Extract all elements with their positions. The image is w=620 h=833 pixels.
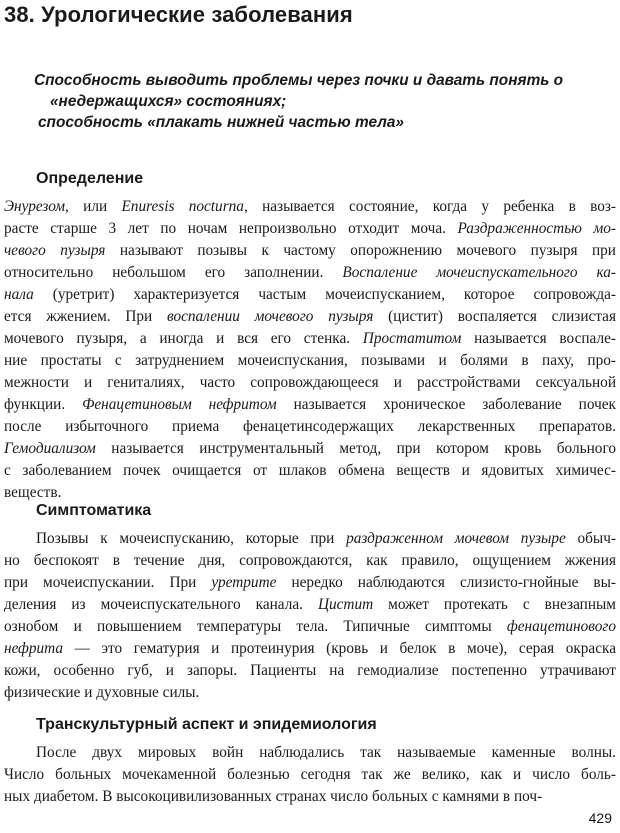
text-run: ознобом и повышением температуры тела. Типичные симптомы bbox=[4, 618, 507, 635]
text-line bbox=[4, 328, 616, 350]
text-run: (цистит) воспаляется слизистая bbox=[373, 308, 616, 325]
text-line bbox=[4, 284, 616, 306]
text-line bbox=[4, 416, 616, 438]
epidemiology-heading: Транскультурный аспект и эпидемиология bbox=[36, 716, 377, 733]
italic-term: раздраженном мочевом пузыре bbox=[346, 530, 566, 547]
text-line bbox=[4, 660, 616, 682]
text-run: нередко наблюдаются слизисто-гнойные вы- bbox=[276, 574, 617, 591]
text-line bbox=[4, 572, 616, 594]
italic-term: чевого пузыря bbox=[4, 242, 106, 259]
text-line bbox=[4, 394, 616, 416]
text-run: ных диабетом. В высокоцивилизованных странах число больных с камнями в поч- bbox=[4, 788, 543, 805]
text-line bbox=[4, 482, 616, 504]
italic-term: Цистит bbox=[317, 596, 374, 613]
text-run: деления из мочеиспускательного канала. bbox=[4, 596, 318, 613]
text-line bbox=[4, 460, 616, 482]
epidemiology-paragraph bbox=[4, 742, 616, 808]
text-run: веществ. bbox=[4, 484, 62, 501]
text-run: физические и духовные силы. bbox=[4, 684, 200, 701]
italic-term: Гемодиализом bbox=[4, 440, 96, 457]
text-run: но беспокоят в течение дня, сопровождаются, как правило, ощущением жжения bbox=[4, 552, 616, 569]
italic-term: фенацетинового bbox=[506, 618, 616, 635]
text-line bbox=[4, 616, 616, 638]
text-line bbox=[4, 594, 616, 616]
text-line bbox=[4, 742, 616, 764]
text-line bbox=[4, 196, 616, 218]
italic-term: Раздраженностью мо- bbox=[457, 220, 617, 237]
text-run: называется хроническое заболевание почек bbox=[276, 396, 616, 413]
italic-term: Простатитом bbox=[362, 330, 462, 347]
text-run: ется жжением. При bbox=[4, 308, 167, 325]
text-line bbox=[4, 262, 616, 284]
definition-paragraph bbox=[4, 196, 616, 504]
text-run: мочевого пузыря, а иногда и вся его стенка. bbox=[4, 330, 363, 347]
text-run: — это гематурия и протеинурия (кровь и белок в моче), серая окраска bbox=[63, 640, 616, 657]
text-run: Позывы к мочеиспусканию, которые при bbox=[36, 530, 347, 547]
text-line bbox=[4, 306, 616, 328]
symptoms-paragraph bbox=[4, 528, 616, 704]
text-run: обыч- bbox=[565, 530, 616, 547]
text-line bbox=[4, 786, 616, 808]
italic-term: уретрите bbox=[211, 574, 277, 591]
text-run: расте старше 3 лет по ночам непроизвольно отходит моча. bbox=[4, 220, 458, 237]
text-line bbox=[4, 218, 616, 240]
text-run: называют позывы к частому опорожнению мочевого пузыря при bbox=[105, 242, 616, 259]
text-run: кожи, особенно губ, и запоры. Пациенты на гемодиализе постепенно утрачивают bbox=[4, 662, 616, 679]
text-line bbox=[4, 638, 616, 660]
text-line bbox=[4, 764, 616, 786]
text-run: называется воспале- bbox=[461, 330, 616, 347]
italic-term: Фенацетиновым нефритом bbox=[82, 396, 277, 413]
epigraph-line: способность «плакать нижней частью тела» bbox=[38, 114, 404, 131]
text-run: ние простаты с затруднением мочеиспускания, позывами и болями в паху, про- bbox=[4, 352, 616, 369]
text-run: , или bbox=[65, 198, 122, 215]
text-line bbox=[4, 438, 616, 460]
text-line bbox=[4, 350, 616, 372]
text-line bbox=[4, 528, 616, 550]
text-run: относительно небольшом его заполнении. bbox=[4, 264, 343, 281]
page-number: 429 bbox=[588, 810, 612, 826]
definition-heading: Определение bbox=[36, 170, 144, 187]
epigraph bbox=[14, 70, 614, 133]
italic-term: Enuresis nocturna bbox=[121, 198, 244, 215]
text-run: (уретрит) характеризуется частым мочеиспусканием, которое сопровожда- bbox=[33, 286, 616, 303]
text-run: , называется состояние, когда у ребенка в воз- bbox=[243, 198, 617, 215]
epigraph-line: Способность выводить проблемы через почки и давать понять о bbox=[34, 72, 564, 89]
text-run: называется инструментальный метод, при котором кровь больного bbox=[95, 440, 616, 457]
text-run: после избыточного приема фенацетинсодержащих лекарственных препаратов. bbox=[4, 418, 616, 435]
text-line bbox=[4, 682, 616, 704]
italic-term: нала bbox=[4, 286, 34, 303]
chapter-title: 38. Урологические заболевания bbox=[4, 2, 353, 27]
text-run: при мочеиспускании. При bbox=[4, 574, 212, 591]
text-line bbox=[4, 372, 616, 394]
italic-term: Энурезом bbox=[4, 198, 66, 215]
italic-term: воспалении мочевого пузыря bbox=[167, 308, 374, 325]
symptoms-heading: Симптоматика bbox=[36, 502, 152, 519]
italic-term: нефрита bbox=[4, 640, 64, 657]
text-run: с заболеванием почек очищается от шлаков обмена веществ и ядовитых химичес- bbox=[4, 462, 616, 479]
text-run: может протекать с внезапным bbox=[373, 596, 616, 613]
epigraph-line: «недержащихся» состояниях; bbox=[50, 93, 287, 110]
text-run: функции. bbox=[4, 396, 83, 413]
italic-term: Воспаление мочеиспускательного ка- bbox=[342, 264, 616, 281]
text-run: После двух мировых войн наблюдались так называемые каменные волны. bbox=[36, 744, 616, 761]
text-run: межности и гениталиях, часто сопровождающееся и расстройствами сексуальной bbox=[4, 374, 616, 391]
text-line bbox=[4, 240, 616, 262]
text-run: Число больных мочекаменной болезнью сегодня так же велико, как и число боль- bbox=[4, 766, 616, 783]
text-line bbox=[4, 550, 616, 572]
